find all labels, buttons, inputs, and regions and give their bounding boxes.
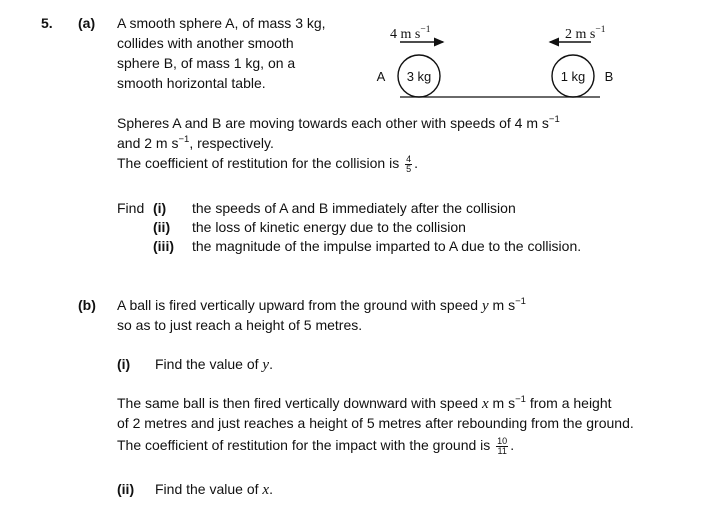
- subpart-iii-label: (iii): [153, 238, 174, 254]
- part-b-line-2: so as to just reach a height of 5 metres.: [117, 317, 363, 333]
- subpart-i-label: (i): [153, 200, 167, 216]
- part-a-intro-line-1: A smooth sphere A, of mass 3 kg,: [117, 15, 326, 31]
- part-a-label: (a): [78, 15, 96, 31]
- collision-diagram: [370, 14, 640, 104]
- part-b-para-line-1: The same ball is then fired vertically downward with speed x m $s^{-1}$ from a height: [117, 394, 612, 412]
- sphere-a-mass: 3 kg: [406, 69, 432, 84]
- sphere-b-mass: 1 kg: [560, 69, 586, 84]
- part-a-para-line-2: and 2 m $s^{-1}$, respectively.: [117, 134, 274, 151]
- part-b-sub-ii-label: (ii): [117, 481, 135, 497]
- part-a-intro-line-2: collides with another smooth: [117, 35, 294, 51]
- speed-b-label: 2 m s: [565, 27, 596, 42]
- speed-a-label: 4 m s: [390, 27, 421, 42]
- sphere-a-label: A: [376, 69, 386, 84]
- speed-b-exponent: −1: [595, 25, 606, 35]
- subpart-iii-text: the magnitude of the impulse imparted to A due to the collision.: [192, 238, 582, 254]
- part-b-sub-ii-text: Find the value of x.: [155, 481, 273, 498]
- svg-text:2 m s−1: [565, 25, 606, 42]
- part-b-coefficient-line: The coefficient of restitution for the impact with the ground is $\frac{10}{11}$ .: [117, 435, 515, 456]
- fraction-4-5: $\frac{4}{5}$: [406, 153, 412, 174]
- find-label: Find: [117, 200, 145, 216]
- part-a-para-line-1: Spheres A and B are moving towards each other with speeds of 4 m $s^{-1}$: [117, 114, 560, 131]
- svg-text:4 m s−1: [390, 25, 431, 42]
- part-a-intro-line-3: sphere B, of mass 1 kg, on a: [117, 55, 296, 71]
- subpart-i-text: the speeds of A and B immediately after the collision: [192, 200, 516, 216]
- subpart-ii-label: (ii): [153, 219, 171, 235]
- part-b-line-1: A ball is fired vertically upward from the ground with speed y m $s^{-1}$: [117, 296, 526, 314]
- part-a-coefficient-line: The coefficient of restitution for the collision is $\frac{4}{5}$ .: [117, 153, 419, 174]
- part-b-para-line-2: of 2 metres and just reaches a height of 5 metres after rebounding from the ground.: [117, 415, 634, 431]
- speed-a-exponent: −1: [420, 25, 431, 35]
- part-b-label: (b): [78, 297, 96, 313]
- question-number: 5.: [41, 15, 53, 31]
- part-b-sub-i-text: Find the value of y.: [155, 356, 273, 373]
- part-a-intro-line-4: smooth horizontal table.: [117, 75, 266, 91]
- sphere-b-label: B: [604, 69, 614, 84]
- part-b-sub-i-label: (i): [117, 356, 131, 372]
- subpart-ii-text: the loss of kinetic energy due to the collision: [192, 219, 466, 235]
- fraction-10-11: $\frac{10}{11}$: [497, 435, 508, 456]
